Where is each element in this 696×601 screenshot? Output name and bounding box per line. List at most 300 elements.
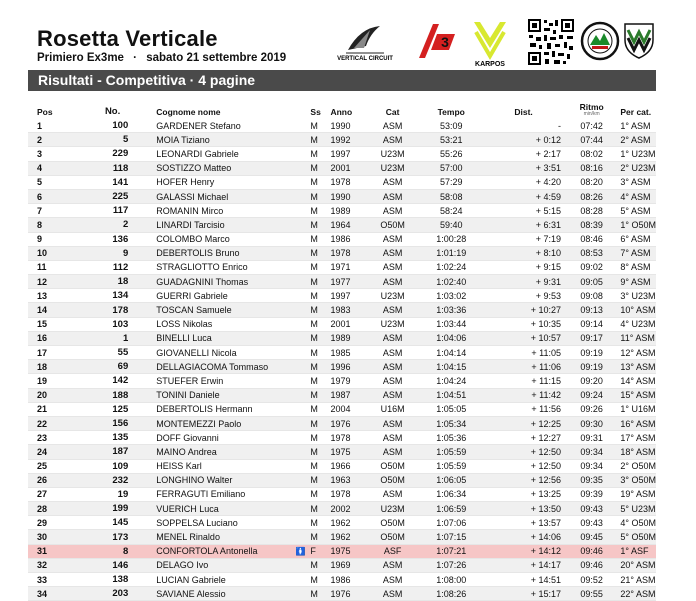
cell-percat: 3° O50M (620, 475, 656, 486)
cell-year: 1983 (330, 305, 351, 316)
cell-icon (295, 161, 307, 175)
cell-name: STRAGLIOTTO Enrico (156, 262, 248, 273)
cell-name: TONINI Daniele (156, 390, 220, 401)
cell-dist: + 5:15 (535, 205, 561, 216)
results-banner: Risultati - Competitiva · 4 pagine (28, 70, 656, 91)
cell-num: 55 (117, 347, 129, 359)
cell-name: DEBERTOLIS Bruno (156, 248, 240, 259)
cell-name: HEISS Karl (156, 461, 202, 472)
female-icon: 🚺 (295, 547, 306, 557)
cell-ss: M (310, 219, 318, 230)
cell-year: 1996 (330, 361, 351, 372)
table-row (28, 530, 656, 544)
cell-year: 1966 (330, 461, 351, 472)
cell-dist: + 11:56 (531, 404, 561, 415)
table-row (28, 374, 656, 388)
cell-ritmo: 09:55 (580, 588, 603, 599)
cell-pos: 29 (37, 517, 48, 528)
col-header-dist: Dist. (514, 107, 533, 117)
cell-ss: F (310, 546, 316, 557)
cell-pos: 13 (37, 290, 48, 301)
cell-pos: 14 (37, 305, 48, 316)
cell-percat: 1° ASM (620, 120, 651, 131)
cell-year: 1978 (330, 432, 351, 443)
cell-year: 1990 (330, 191, 351, 202)
cell-dist: + 12:50 (530, 461, 561, 472)
cell-year: 1978 (330, 489, 351, 500)
cell-dist: + 10:27 (530, 305, 561, 316)
cell-year: 1962 (330, 532, 351, 543)
cell-percat: 2° U23M (620, 163, 656, 174)
cell-ss: M (310, 517, 318, 528)
cell-cat: ASM (382, 574, 403, 585)
cell-pos: 23 (37, 432, 48, 443)
qr-code-icon (527, 18, 575, 66)
cell-name: LOSS Nikolas (156, 319, 213, 330)
col-header-name: Cognome nome (156, 107, 221, 117)
cell-num: 2 (122, 219, 129, 231)
cell-pos: 27 (37, 489, 48, 500)
col-header-num: No. (104, 106, 121, 117)
cell-time: 53:21 (439, 134, 463, 145)
table-row (28, 473, 656, 487)
cell-year: 1985 (330, 347, 351, 358)
cell-num: 203 (112, 588, 129, 600)
cell-pos: 33 (37, 574, 48, 585)
karpos-logo (470, 18, 510, 68)
cell-icon (295, 303, 307, 317)
cell-percat: 22° ASM (620, 588, 656, 599)
cell-ss: M (310, 489, 318, 500)
shield-logo (622, 20, 656, 60)
vertical-circuit-logo (337, 20, 393, 66)
cell-time: 1:03:02 (436, 290, 467, 301)
cell-year: 1989 (330, 333, 351, 344)
cell-icon (295, 459, 307, 473)
cell-time: 1:00:28 (436, 234, 467, 245)
cell-name: SAVIANE Alessio (156, 588, 226, 599)
cell-dist: + 14:06 (530, 532, 561, 543)
cell-pos: 31 (37, 546, 48, 557)
cell-pos: 8 (37, 219, 43, 230)
cell-num: 187 (112, 446, 129, 458)
ritmo-unit: min/km (583, 111, 600, 117)
cell-time: 1:08:26 (436, 588, 467, 599)
cell-icon (295, 416, 307, 430)
cell-time: 1:04:06 (436, 333, 467, 344)
cell-cat: ASM (382, 588, 403, 599)
cell-year: 1987 (330, 390, 351, 401)
cell-year: 2001 (330, 319, 351, 330)
cell-num: 1 (122, 332, 129, 344)
cell-cat: ASM (382, 276, 403, 287)
cell-ritmo: 09:30 (580, 418, 603, 429)
cell-name: DELLAGIACOMA Tommaso (156, 361, 269, 372)
cell-year: 1990 (330, 120, 351, 131)
cell-pos: 10 (37, 248, 48, 259)
cell-num: 5 (122, 134, 129, 146)
cell-cat: ASM (382, 134, 403, 145)
cell-dist: - (557, 120, 561, 131)
cell-ritmo: 07:44 (580, 134, 603, 145)
cell-name: GIOVANELLI Nicola (156, 347, 237, 358)
cell-time: 57:29 (439, 177, 463, 188)
cell-percat: 20° ASM (620, 560, 656, 571)
cell-year: 1997 (330, 148, 351, 159)
col-header-year: Anno (330, 107, 353, 117)
cell-icon (295, 331, 307, 345)
cell-ritmo: 08:46 (580, 234, 603, 245)
table-row (28, 303, 656, 317)
cell-time: 1:07:21 (436, 546, 467, 557)
cell-time: 1:03:44 (436, 319, 467, 330)
cell-ritmo: 09:24 (580, 390, 603, 401)
cell-dist: + 3:51 (535, 163, 561, 174)
cell-time: 1:08:00 (436, 574, 467, 585)
cell-ss: M (310, 532, 318, 543)
table-row (28, 502, 656, 516)
cell-cat: ASM (382, 333, 403, 344)
table-row (28, 573, 656, 587)
cell-dist: + 12:50 (530, 446, 561, 457)
table-header-row (28, 100, 656, 119)
cell-pos: 32 (37, 560, 48, 571)
cell-dist: + 9:15 (535, 262, 561, 273)
cell-ss: M (310, 574, 318, 585)
cell-cat: ASM (382, 248, 403, 259)
cell-dist: + 9:31 (535, 276, 561, 287)
cell-time: 1:02:40 (436, 276, 467, 287)
cell-percat: 4° O50M (620, 517, 656, 528)
cell-num: 135 (112, 432, 129, 444)
cell-num: 125 (112, 403, 129, 415)
cell-ss: M (310, 191, 318, 202)
table-row (28, 360, 656, 374)
cell-ss: M (310, 205, 318, 216)
cell-ritmo: 09:43 (580, 517, 603, 528)
svg-text:3: 3 (441, 34, 449, 50)
cell-percat: 21° ASM (620, 574, 656, 585)
table-row (28, 119, 656, 133)
cell-icon (295, 189, 307, 203)
cell-ritmo: 09:46 (580, 546, 603, 557)
cell-name: MAINO Andrea (156, 446, 217, 457)
cell-ritmo: 08:20 (580, 177, 603, 188)
cell-time: 58:24 (439, 205, 463, 216)
cell-dist: + 14:17 (530, 560, 561, 571)
cell-time: 59:40 (439, 219, 463, 230)
cell-ss: M (310, 177, 318, 188)
cell-pos: 26 (37, 475, 48, 486)
table-row (28, 204, 656, 218)
cell-percat: 15° ASM (620, 390, 656, 401)
cell-ss: M (310, 290, 318, 301)
cell-ritmo: 09:45 (580, 532, 603, 543)
col-header-cat: Cat (385, 107, 400, 117)
cell-num: 145 (112, 517, 129, 529)
table-row (28, 232, 656, 246)
cell-year: 2002 (330, 503, 351, 514)
cell-num: 199 (112, 503, 129, 515)
cell-dist: + 11:42 (531, 390, 561, 401)
cell-ss: M (310, 432, 318, 443)
cell-pos: 22 (37, 418, 48, 429)
cell-ss: M (310, 588, 318, 599)
cell-icon (295, 473, 307, 487)
cell-percat: 8° ASM (620, 262, 651, 273)
cell-icon (295, 317, 307, 331)
cell-num: 146 (112, 559, 129, 571)
cell-percat: 6° ASM (620, 234, 651, 245)
cell-dist: + 2:17 (535, 148, 561, 159)
cell-num: 138 (112, 574, 129, 586)
cell-pos: 9 (37, 234, 43, 245)
cell-num: 9 (122, 247, 129, 259)
cell-icon (295, 360, 307, 374)
cell-name: COLOMBO Marco (156, 234, 230, 245)
table-row (28, 516, 656, 530)
cell-ritmo: 08:39 (580, 219, 603, 230)
cell-time: 1:05:59 (436, 461, 467, 472)
cell-pos: 2 (37, 134, 43, 145)
cell-dist: + 14:12 (530, 546, 561, 557)
cell-dist: + 12:25 (530, 418, 561, 429)
cell-year: 1997 (330, 290, 351, 301)
cell-num: 134 (112, 290, 129, 302)
cell-cat: ASF (383, 546, 402, 557)
cell-percat: 1° ASF (620, 546, 649, 557)
table-row (28, 402, 656, 416)
cell-icon (295, 260, 307, 274)
cell-ritmo: 09:05 (580, 276, 603, 287)
cell-dist: + 4:20 (535, 177, 561, 188)
cell-name: ROMANIN Mirco (156, 205, 224, 216)
cell-pos: 5 (37, 177, 43, 188)
cell-name: SOPPELSA Luciano (156, 517, 238, 528)
cell-time: 1:06:34 (436, 489, 467, 500)
table-row (28, 431, 656, 445)
results-body (28, 119, 656, 601)
cell-cat: ASM (382, 390, 403, 401)
cell-percat: 2° ASM (620, 134, 651, 145)
cell-ritmo: 08:16 (580, 163, 603, 174)
cell-name: VUERICH Luca (156, 503, 219, 514)
cell-ss: M (310, 148, 318, 159)
cell-year: 1989 (330, 205, 351, 216)
table-row (28, 161, 656, 175)
cell-ritmo: 09:34 (580, 446, 603, 457)
cell-cat: O50M (380, 475, 405, 486)
cell-ritmo: 09:02 (580, 262, 603, 273)
cell-percat: 9° ASM (620, 276, 651, 287)
cell-cat: ASM (382, 262, 403, 273)
cell-cat: ASM (382, 432, 403, 443)
cell-pos: 3 (37, 148, 43, 159)
cell-dist: + 14:51 (530, 574, 561, 585)
table-row (28, 558, 656, 572)
cell-time: 1:07:06 (436, 517, 467, 528)
cell-time: 55:26 (439, 148, 463, 159)
cell-ritmo: 09:17 (580, 333, 603, 344)
cell-ss: M (310, 347, 318, 358)
cell-num: 118 (112, 162, 129, 174)
cell-percat: 4° ASM (620, 191, 651, 202)
cell-year: 1969 (330, 560, 351, 571)
cell-ritmo: 09:46 (580, 560, 603, 571)
cell-pos: 28 (37, 503, 48, 514)
cell-cat: O50M (380, 219, 405, 230)
separator-dot: · (133, 52, 137, 64)
cell-num: 188 (112, 389, 129, 401)
cell-ritmo: 09:14 (580, 319, 603, 330)
cell-name: LONGHINO Walter (156, 475, 233, 486)
cell-icon (295, 204, 307, 218)
table-row (28, 346, 656, 360)
cell-name: MENEL Rinaldo (156, 532, 220, 543)
cell-pos: 16 (37, 333, 48, 344)
cell-time: 1:05:34 (436, 418, 467, 429)
col-header-ss: Ss (310, 107, 321, 117)
cell-year: 2001 (330, 163, 351, 174)
cell-percat: 3° ASM (620, 177, 651, 188)
cell-ss: M (310, 234, 318, 245)
cell-pos: 19 (37, 375, 48, 386)
ritmo-label: Ritmo (579, 102, 604, 112)
cell-time: 1:01:19 (436, 248, 467, 259)
cell-pos: 30 (37, 532, 48, 543)
col-header-percat: Per cat. (620, 107, 652, 117)
table-row (28, 445, 656, 459)
cell-ss: M (310, 461, 318, 472)
cell-pos: 34 (37, 588, 48, 599)
cell-ss: M (310, 276, 318, 287)
cell-num: 232 (112, 474, 129, 486)
cell-ritmo: 07:42 (580, 120, 603, 131)
cell-dist: + 11:05 (531, 347, 561, 358)
cell-cat: O50M (380, 461, 405, 472)
table-row (28, 317, 656, 331)
table-row (28, 416, 656, 430)
table-row (28, 459, 656, 473)
cell-time: 1:02:24 (436, 262, 467, 273)
cell-num: 156 (112, 418, 129, 430)
cell-ss: M (310, 503, 318, 514)
cell-ritmo: 09:39 (580, 489, 603, 500)
cell-pos: 1 (37, 120, 43, 131)
cell-dist: + 0:12 (535, 134, 561, 145)
cell-time: 1:06:05 (436, 475, 467, 486)
cell-ss: M (310, 446, 318, 457)
cell-ritmo: 09:26 (580, 404, 603, 415)
cell-time: 1:07:15 (436, 532, 467, 543)
cell-cat: U23M (380, 503, 405, 514)
cell-time: 58:08 (439, 191, 463, 202)
cell-icon (295, 374, 307, 388)
cell-percat: 1° U16M (620, 404, 656, 415)
cell-ss: M (310, 390, 318, 401)
cell-num: 136 (112, 233, 129, 245)
cell-time: 57:00 (439, 163, 463, 174)
cell-name: LINARDI Tarcisio (156, 219, 225, 230)
table-row (28, 587, 656, 601)
cell-year: 1976 (330, 418, 351, 429)
cell-pos: 25 (37, 461, 48, 472)
cell-ss: M (310, 262, 318, 273)
cell-year: 1986 (330, 574, 351, 585)
cell-icon (295, 175, 307, 189)
cell-icon (295, 573, 307, 587)
cell-pos: 15 (37, 319, 48, 330)
table-row (28, 147, 656, 161)
cell-icon (295, 246, 307, 260)
cell-pos: 24 (37, 446, 48, 457)
cell-num: 19 (117, 488, 129, 500)
cell-year: 1976 (330, 588, 351, 599)
cell-dist: + 12:27 (530, 432, 561, 443)
cell-dist: + 4:59 (535, 191, 561, 202)
cell-name: SOSTIZZO Matteo (156, 163, 232, 174)
cell-pos: 7 (37, 205, 43, 216)
cell-percat: 5° U23M (620, 503, 656, 514)
cell-time: 1:05:59 (436, 446, 467, 457)
cell-icon (295, 544, 307, 558)
cell-num: 100 (112, 120, 129, 132)
cell-percat: 10° ASM (620, 305, 656, 316)
cell-cat: ASM (382, 305, 403, 316)
cell-year: 1992 (330, 134, 351, 145)
cell-cat: U23M (380, 290, 405, 301)
cell-year: 1962 (330, 517, 351, 528)
cell-icon (295, 502, 307, 516)
cell-icon (295, 431, 307, 445)
cell-name: GUERRI Gabriele (156, 290, 228, 301)
cell-icon (295, 587, 307, 601)
cell-num: 229 (112, 148, 129, 160)
cell-cat: U23M (380, 163, 405, 174)
cell-cat: U23M (380, 319, 405, 330)
cell-ss: M (310, 361, 318, 372)
col-header-icon (295, 100, 307, 119)
cell-num: 103 (112, 318, 129, 330)
cell-cat: ASM (382, 234, 403, 245)
cell-icon (295, 558, 307, 572)
col-header-ritmo (573, 100, 610, 119)
cell-dist: + 10:57 (530, 333, 561, 344)
cell-ss: M (310, 418, 318, 429)
cell-name: GUADAGNINI Thomas (156, 276, 249, 287)
cell-name: DEBERTOLIS Hermann (156, 404, 253, 415)
cell-percat: 4° U23M (620, 319, 656, 330)
cell-dist: + 13:57 (530, 517, 561, 528)
table-row (28, 275, 656, 289)
cell-num: 18 (117, 276, 129, 288)
cell-name: LUCIAN Gabriele (156, 574, 226, 585)
cell-percat: 5° O50M (620, 532, 656, 543)
cell-icon (295, 445, 307, 459)
col-header-pos: Pos (37, 107, 53, 117)
cell-cat: ASM (382, 375, 403, 386)
cell-num: 225 (112, 191, 129, 203)
cell-name: FERRAGUTI Emiliano (156, 489, 246, 500)
table-row (28, 544, 656, 558)
cell-num: 142 (112, 375, 129, 387)
cell-num: 173 (112, 531, 129, 543)
event-date: sabato 21 settembre 2019 (146, 52, 287, 64)
table-row (28, 487, 656, 501)
cell-year: 1978 (330, 177, 351, 188)
cell-ritmo: 08:26 (580, 191, 603, 202)
cell-icon (295, 119, 307, 133)
